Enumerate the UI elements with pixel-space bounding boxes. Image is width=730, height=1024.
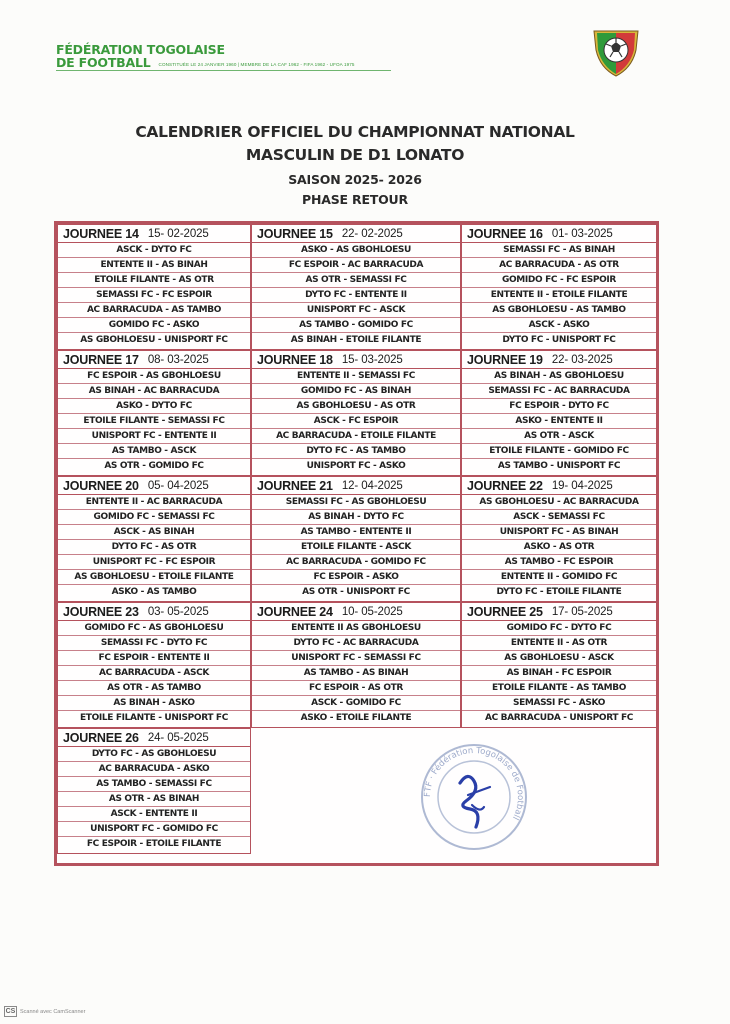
match-row: AC BARRACUDA - ASCK <box>58 666 250 681</box>
match-row: AS OTR - GOMIDO FC <box>104 461 204 471</box>
match-row: DYTO FC - UNISPORT FC <box>502 335 616 345</box>
match-row: FC ESPOIR - AS GBOHLOESU <box>58 369 250 384</box>
match-row: AC BARRACUDA - UNISPORT FC <box>484 713 634 723</box>
match-row: AS GBOHLOESU - ETOILE FILANTE <box>58 570 250 585</box>
journee-header <box>252 351 460 369</box>
match-row: ASKO - ENTENTE II <box>462 414 656 429</box>
match-row: GOMIDO FC - FC ESPOIR <box>462 273 656 288</box>
match-row: AS OTR - AS TAMBO <box>58 681 250 696</box>
match-row: AS BINAH - FC ESPOIR <box>462 666 656 681</box>
match-row: ASKO - AS TAMBO <box>111 587 197 597</box>
match-row: ETOILE FILANTE - GOMIDO FC <box>462 444 656 459</box>
match-row: ETOILE FILANTE - ASCK <box>252 540 460 555</box>
match-row: AC BARRACUDA - ASKO <box>58 762 250 777</box>
match-row: AS OTR - AS BINAH <box>58 792 250 807</box>
title-line-2: MASCULIN DE D1 LONATO <box>245 146 465 164</box>
match-row: ETOILE FILANTE - SEMASSI FC <box>58 414 250 429</box>
match-row: DYTO FC - AS TAMBO <box>252 444 460 459</box>
match-row: AS GBOHLOESU - AC BARRACUDA <box>462 495 656 510</box>
federation-subtitle: CONSTITUÉE LE 24 JANVIER 1960 | MEMBRE DE LA CAF 1962 - FIFA 1962 - UFOA 1975 <box>158 62 355 67</box>
match-row: ASKO - DYTO FC <box>58 399 250 414</box>
match-row: AS GBOHLOESU - ASCK <box>462 651 656 666</box>
match-row: AS TAMBO - SEMASSI FC <box>58 777 250 792</box>
journee-name: JOURNEE 15 <box>257 226 333 241</box>
journee-block <box>461 224 657 350</box>
journee-date: 22- 02-2025 <box>341 227 403 240</box>
journee-name: JOURNEE 20 <box>63 478 139 493</box>
match-row: AS OTR - SEMASSI FC <box>252 273 460 288</box>
match-row: SEMASSI FC - AC BARRACUDA <box>462 384 656 399</box>
match-row: ENTENTE II - SEMASSI FC <box>252 369 460 384</box>
match-row: FC ESPOIR - ENTENTE II <box>58 651 250 666</box>
official-stamp-icon <box>410 743 538 851</box>
scanner-text: Scanné avec CamScanner <box>20 1008 86 1015</box>
match-row: ASCK - SEMASSI FC <box>462 510 656 525</box>
match-row: AS BINAH - AC BARRACUDA <box>58 384 250 399</box>
document-title-block <box>0 121 710 210</box>
match-row: UNISPORT FC - AS BINAH <box>462 525 656 540</box>
match-row: ASCK - DYTO FC <box>58 243 250 258</box>
match-row: AS TAMBO - ENTENTE II <box>252 525 460 540</box>
match-row: GOMIDO FC - AS BINAH <box>252 384 460 399</box>
match-row: AS BINAH - DYTO FC <box>252 510 460 525</box>
match-row: FC ESPOIR - AS OTR <box>252 681 460 696</box>
match-row: AS TAMBO - ASCK <box>58 444 250 459</box>
journee-block <box>251 602 461 728</box>
match-row: ENTENTE II - AS BINAH <box>58 258 250 273</box>
match-row: AS TAMBO - FC ESPOIR <box>462 555 656 570</box>
match-row: FC ESPOIR - ASKO <box>252 570 460 585</box>
journee-date: 10- 05-2025 <box>341 605 403 618</box>
match-row: UNISPORT FC - ASKO <box>306 461 406 471</box>
match-row: ETOILE FILANTE - AS OTR <box>58 273 250 288</box>
journee-date: 19- 04-2025 <box>551 479 613 492</box>
journee-block <box>57 476 251 602</box>
journee-name: JOURNEE 17 <box>63 352 139 367</box>
match-row: SEMASSI FC - AS GBOHLOESU <box>252 495 460 510</box>
title-line-1: CALENDRIER OFFICIEL DU CHAMPIONNAT NATIONAL <box>135 123 575 141</box>
journee-header <box>58 729 250 747</box>
match-row: AC BARRACUDA - AS OTR <box>462 258 656 273</box>
journee-header <box>462 225 656 243</box>
journee-block <box>251 476 461 602</box>
match-row: AS TAMBO - AS BINAH <box>252 666 460 681</box>
match-row: UNISPORT FC - FC ESPOIR <box>58 555 250 570</box>
journee-date: 05- 04-2025 <box>147 479 209 492</box>
journee-name: JOURNEE 23 <box>63 604 139 619</box>
match-row: ENTENTE II - ETOILE FILANTE <box>462 288 656 303</box>
match-row: FC ESPOIR - DYTO FC <box>462 399 656 414</box>
match-row: ASCK - FC ESPOIR <box>252 414 460 429</box>
match-row: AS BINAH - ASKO <box>58 696 250 711</box>
journee-name: JOURNEE 24 <box>257 604 333 619</box>
match-row: ETOILE FILANTE - AS TAMBO <box>462 681 656 696</box>
journee-name: JOURNEE 26 <box>63 730 139 745</box>
journee-block <box>251 350 461 476</box>
match-row: ETOILE FILANTE - UNISPORT FC <box>80 713 228 723</box>
journee-name: JOURNEE 22 <box>467 478 543 493</box>
journee-name: JOURNEE 14 <box>63 226 139 241</box>
journee-block <box>57 224 251 350</box>
journee-date: 15- 02-2025 <box>147 227 209 240</box>
match-row: UNISPORT FC - SEMASSI FC <box>252 651 460 666</box>
journee-block <box>461 476 657 602</box>
journee-block <box>57 602 251 728</box>
match-row: ASKO - AS OTR <box>462 540 656 555</box>
match-row: AS GBOHLOESU - UNISPORT FC <box>80 335 228 345</box>
match-row: SEMASSI FC - ASKO <box>462 696 656 711</box>
journee-block <box>57 728 251 854</box>
federation-name-line1: FÉDÉRATION TOGOLAISE <box>56 42 225 57</box>
match-row: FC ESPOIR - AC BARRACUDA <box>252 258 460 273</box>
match-row: AS OTR - ASCK <box>462 429 656 444</box>
journee-header <box>252 477 460 495</box>
match-row: ASCK - ENTENTE II <box>58 807 250 822</box>
match-row: GOMIDO FC - AS GBOHLOESU <box>58 621 250 636</box>
journee-header <box>462 477 656 495</box>
match-row: AS OTR - UNISPORT FC <box>302 587 410 597</box>
journee-block <box>57 350 251 476</box>
match-row: AS TAMBO - UNISPORT FC <box>497 461 621 471</box>
match-row: DYTO FC - ETOILE FILANTE <box>496 587 622 597</box>
journee-header <box>252 225 460 243</box>
match-row: SEMASSI FC - FC ESPOIR <box>58 288 250 303</box>
match-row: AS TAMBO - GOMIDO FC <box>252 318 460 333</box>
match-row: SEMASSI FC - DYTO FC <box>58 636 250 651</box>
schedule-table <box>54 221 659 866</box>
journee-header <box>58 351 250 369</box>
camscanner-logo-icon: CS <box>5 1008 16 1015</box>
journee-header <box>252 603 460 621</box>
journee-header <box>462 351 656 369</box>
journee-header <box>462 603 656 621</box>
journee-date: 01- 03-2025 <box>551 227 613 240</box>
journee-name: JOURNEE 25 <box>467 604 543 619</box>
match-row: UNISPORT FC - GOMIDO FC <box>58 822 250 837</box>
phase-label: PHASE RETOUR <box>302 192 408 207</box>
match-row: DYTO FC - AS OTR <box>58 540 250 555</box>
match-row: ENTENTE II - AS OTR <box>462 636 656 651</box>
journee-date: 22- 03-2025 <box>551 353 613 366</box>
match-row: ASCK - ASKO <box>462 318 656 333</box>
journee-header <box>58 603 250 621</box>
federation-crest-icon <box>592 28 640 78</box>
match-row: GOMIDO FC - SEMASSI FC <box>58 510 250 525</box>
stamp-ring-text: FTF · Fédération Togolaise de Football <box>422 745 526 822</box>
match-row: AC BARRACUDA - AS TAMBO <box>58 303 250 318</box>
match-row: ASKO - AS GBOHLOESU <box>252 243 460 258</box>
match-row: AS GBOHLOESU - AS OTR <box>252 399 460 414</box>
match-row: ENTENTE II - AC BARRACUDA <box>58 495 250 510</box>
journee-date: 17- 05-2025 <box>551 605 613 618</box>
match-row: AC BARRACUDA - ETOILE FILANTE <box>252 429 460 444</box>
match-row: AS BINAH - AS GBOHLOESU <box>462 369 656 384</box>
scanner-watermark <box>4 1006 85 1017</box>
journee-date: 24- 05-2025 <box>147 731 209 744</box>
journee-name: JOURNEE 16 <box>467 226 543 241</box>
match-row: AS GBOHLOESU - AS TAMBO <box>462 303 656 318</box>
journee-date: 15- 03-2025 <box>341 353 403 366</box>
journee-header <box>58 477 250 495</box>
match-row: DYTO FC - AC BARRACUDA <box>252 636 460 651</box>
match-row: SEMASSI FC - AS BINAH <box>462 243 656 258</box>
journee-header <box>58 225 250 243</box>
match-row: DYTO FC - AS GBOHLOESU <box>58 747 250 762</box>
match-row: UNISPORT FC - ENTENTE II <box>58 429 250 444</box>
match-row: AC BARRACUDA - GOMIDO FC <box>252 555 460 570</box>
journee-date: 12- 04-2025 <box>341 479 403 492</box>
match-row: ENTENTE II AS GBOHLOESU <box>252 621 460 636</box>
match-row: GOMIDO FC - ASKO <box>58 318 250 333</box>
match-row: ASCK - AS BINAH <box>58 525 250 540</box>
match-row: GOMIDO FC - DYTO FC <box>462 621 656 636</box>
journee-block <box>461 602 657 728</box>
journee-date: 03- 05-2025 <box>147 605 209 618</box>
journee-name: JOURNEE 19 <box>467 352 543 367</box>
match-row: AS BINAH - ETOILE FILANTE <box>290 335 422 345</box>
journee-block <box>251 224 461 350</box>
journee-name: JOURNEE 18 <box>257 352 333 367</box>
header-divider <box>56 70 391 71</box>
match-row: FC ESPOIR - ETOILE FILANTE <box>86 839 222 849</box>
match-row: ENTENTE II - GOMIDO FC <box>462 570 656 585</box>
season-label: SAISON 2025- 2026 <box>288 172 422 187</box>
federation-name-line2: DE FOOTBALL <box>56 55 151 70</box>
journee-name: JOURNEE 21 <box>257 478 333 493</box>
journee-block <box>461 350 657 476</box>
match-row: DYTO FC - ENTENTE II <box>252 288 460 303</box>
match-row: UNISPORT FC - ASCK <box>252 303 460 318</box>
match-row: ASKO - ETOILE FILANTE <box>300 713 412 723</box>
match-row: ASCK - GOMIDO FC <box>252 696 460 711</box>
journee-date: 08- 03-2025 <box>147 353 209 366</box>
federation-header <box>56 43 396 71</box>
